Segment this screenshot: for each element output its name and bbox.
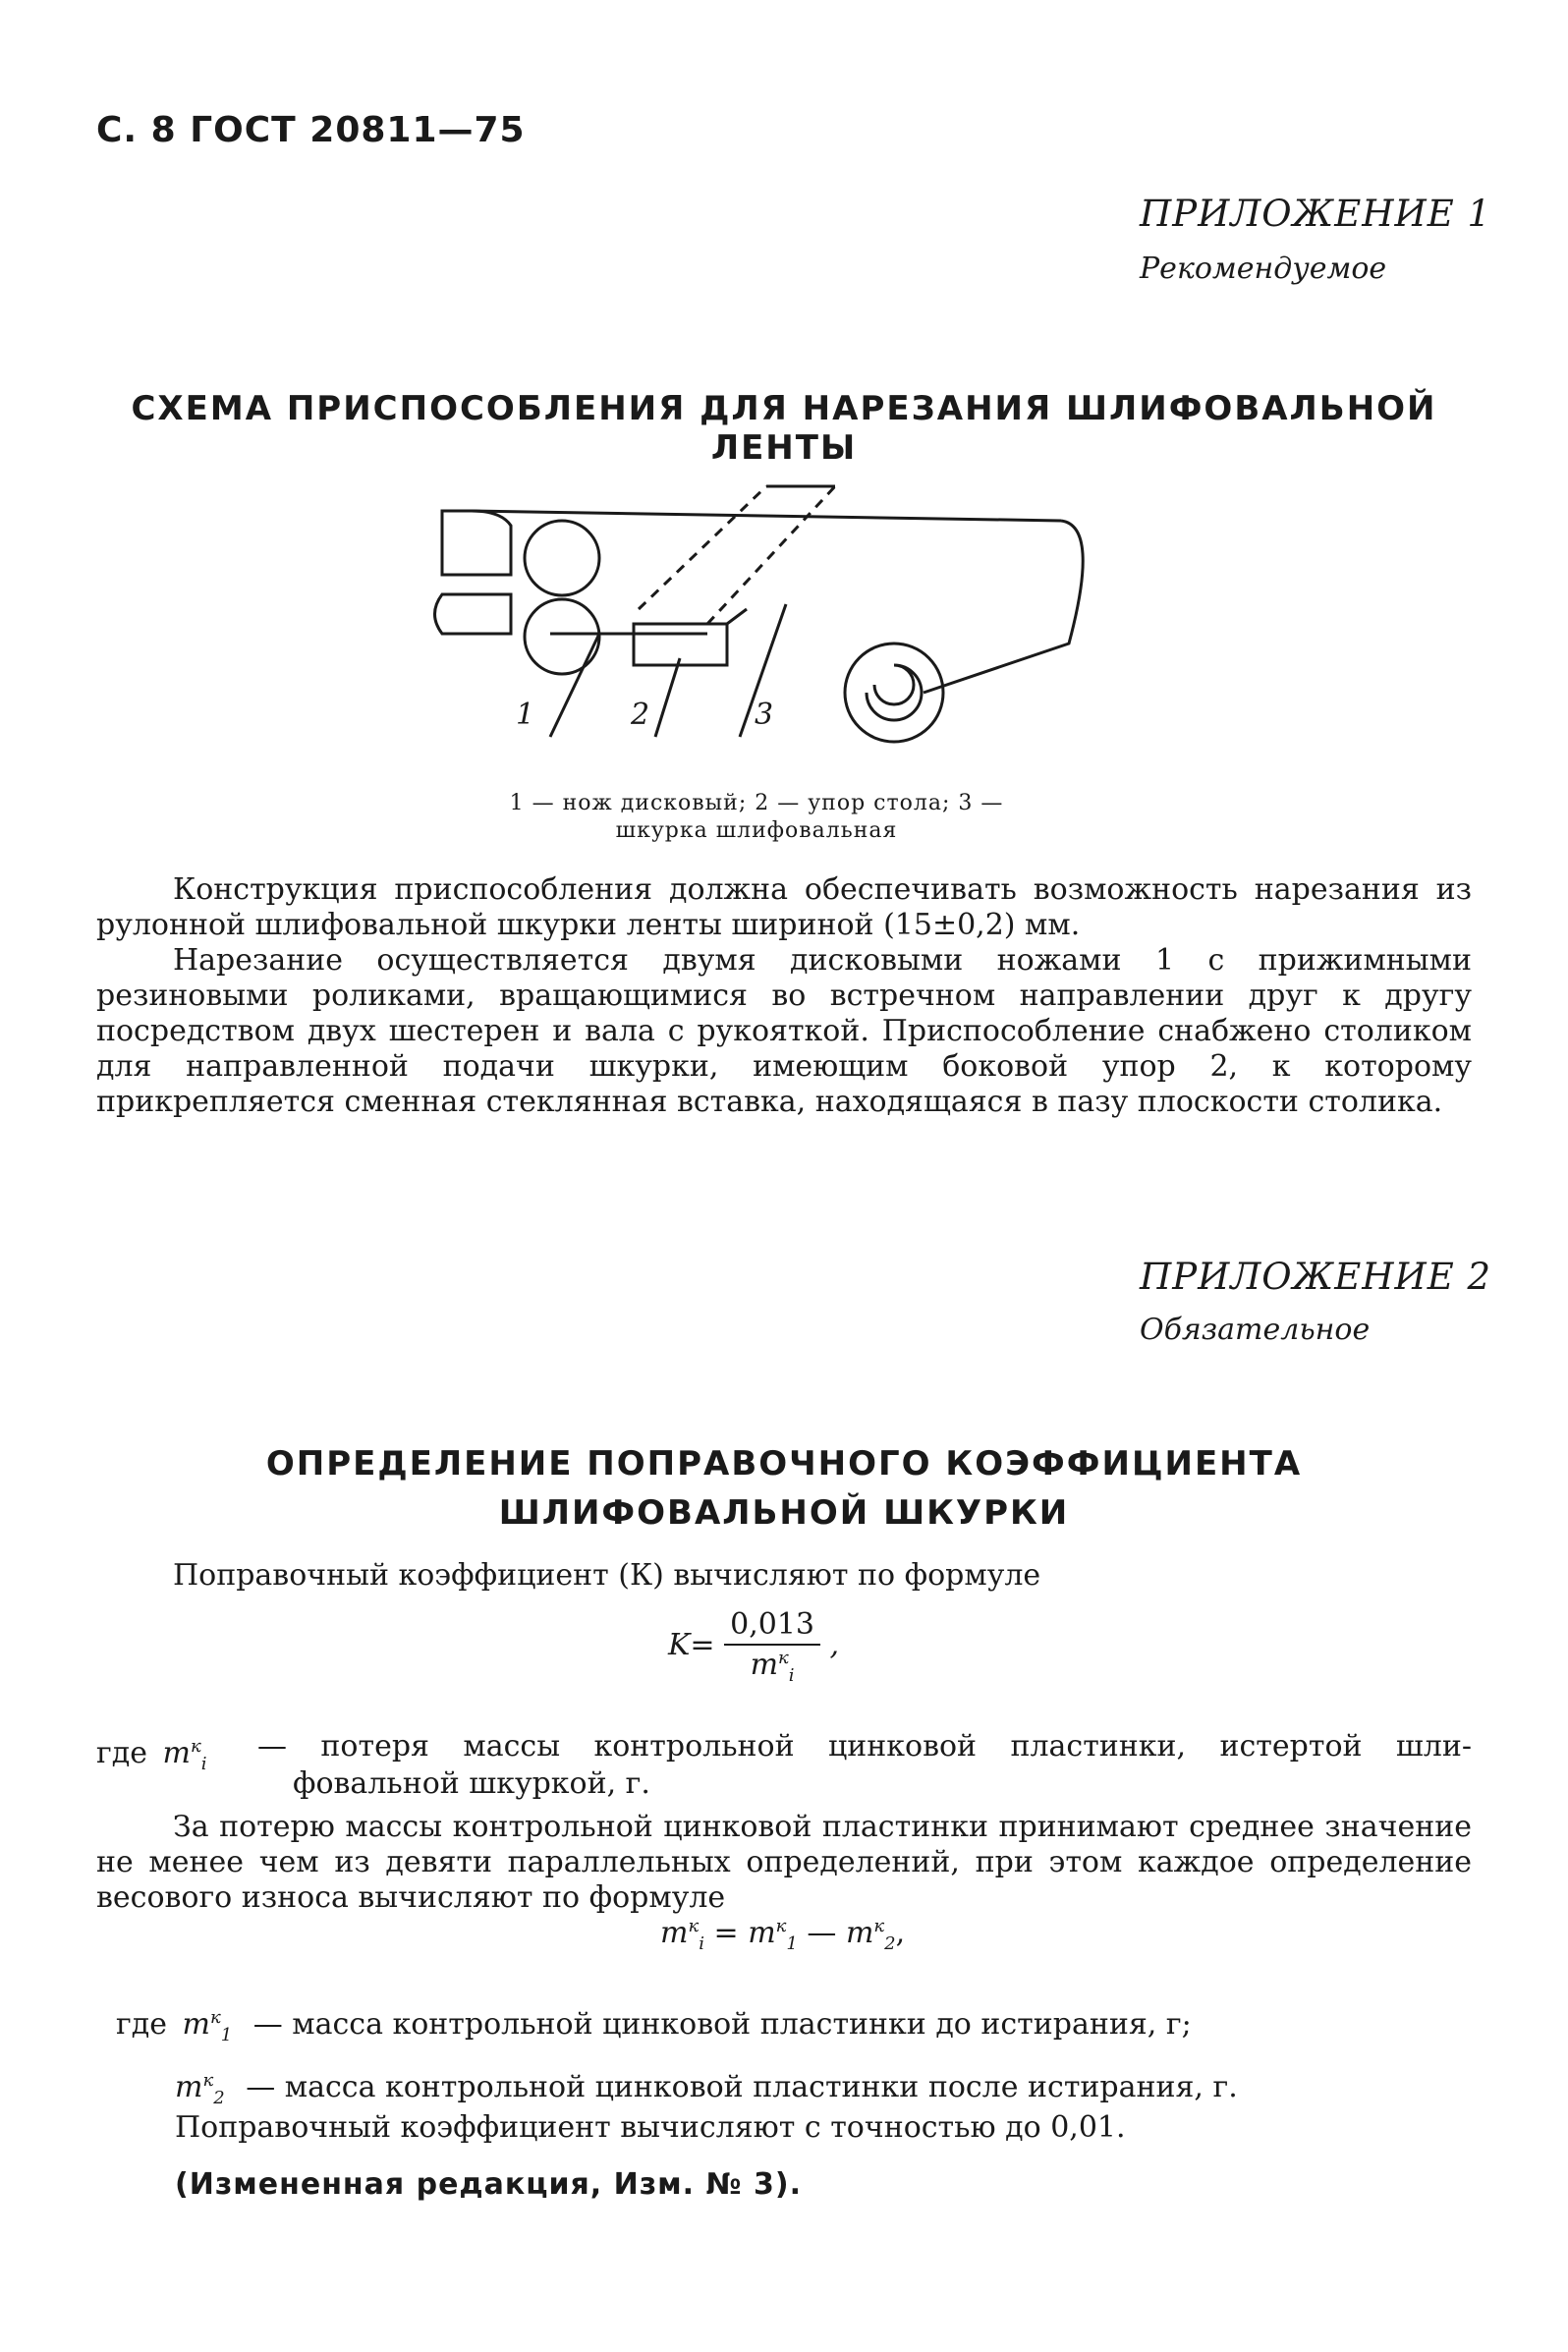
where-2: где $m^к_1$ — масса контрольной цинковой пластинки до истирания, г;	[116, 2007, 1192, 2045]
where-3: $m^к_2$ — масса контрольной цинковой пластинки после истирания, г.	[175, 2070, 1238, 2108]
sanding-belt-outline	[924, 521, 1083, 693]
sandpaper-roll-spiral	[867, 665, 922, 720]
paragraph: За потерю массы контрольной цинковой пластинки принимают среднее значение не менее чем из девяти параллельных определений, при этом каждое определение весового износа вычисляют по формуле	[96, 1810, 1472, 1915]
page-header: С. 8 ГОСТ 20811—75	[96, 110, 526, 150]
upper-guide	[442, 511, 511, 575]
paragraph: Конструкция приспособления должна обеспечивать возможность нарезания из рулонной шлифовальной шкурки ленты шириной (15±0,2) мм.	[96, 872, 1472, 942]
figure-caption-line-2: шкурка шлифовальная	[615, 818, 898, 843]
formula-k-lhs: K=	[668, 1628, 715, 1662]
appendix-2-body	[96, 1810, 1472, 1916]
paragraph: Нарезание осуществляется двумя дисковыми ножами 1 с прижимными резиновыми роликами, вращающимися во встречном направлении друг к другу посредством двух шестерен и вала с рукояткой. Приспособление снабжено столиком для направленной подачи шкурки, имеющим боковой упор 2, к которому прикрепляется сменная стеклянная вставка, находящаяся в пазу плоскости столика.	[96, 943, 1472, 1119]
upper-table-line	[472, 511, 1061, 521]
formula-k	[668, 1607, 839, 1686]
appendix-1-heading: СХЕМА ПРИСПОСОБЛЕНИЯ ДЛЯ НАРЕЗАНИЯ ШЛИФОВАЛЬНОЙ ЛЕНТЫ	[131, 389, 1437, 468]
where-1: где $m^к_i$	[96, 1736, 207, 1774]
appendix-1-body	[96, 872, 1472, 1120]
appendix-1-title: ПРИЛОЖЕНИЕ 1	[1140, 193, 1492, 235]
appendix-2-status: Обязательное	[1140, 1313, 1371, 1347]
appendix-2-heading-line-2: ШЛИФОВАЛЬНОЙ ШКУРКИ	[498, 1493, 1070, 1533]
upper-roller	[525, 521, 599, 595]
formula-k-denominator: $m^к_i$	[750, 1648, 795, 1686]
dashed-edge	[639, 486, 766, 609]
appendix-2-title: ПРИЛОЖЕНИЕ 2	[1140, 1256, 1492, 1298]
leader-2	[655, 658, 680, 737]
lower-guide	[435, 594, 512, 634]
where-1-text-line-2: фовальной шкуркой, г.	[293, 1766, 650, 1801]
accuracy-note: Поправочный коэффициент вычисляют с точностью до 0,01.	[175, 2110, 1126, 2145]
amendment-note: (Измененная редакция, Изм. № 3).	[175, 2167, 803, 2202]
appendix-2-heading-line-1: ОПРЕДЕЛЕНИЕ ПОПРАВОЧНОГО КОЭФФИЦИЕНТА	[265, 1444, 1303, 1484]
figure-caption-line-1: 1 — нож дисковый; 2 — упор стола; 3 —	[509, 791, 1004, 815]
formula-k-tail: ,	[829, 1628, 840, 1662]
formula-k-numerator: 0,013	[724, 1607, 820, 1646]
where-1-text-line-1: — потеря массы контрольной цинковой пластинки, истертой шли-	[257, 1729, 1472, 1764]
formula-intro: Поправочный коэффициент (К) вычисляют по формуле	[173, 1558, 1041, 1593]
formula-k-fraction	[724, 1607, 820, 1686]
figure-label-1: 1	[516, 698, 535, 732]
disc-knife	[525, 599, 599, 674]
stop-edge	[727, 609, 747, 624]
leader-1	[550, 634, 599, 737]
sandpaper-roll-outer	[845, 644, 943, 742]
figure-label-3: 3	[755, 698, 774, 732]
appendix-1-status: Рекомендуемое	[1140, 252, 1387, 286]
dashed-edge	[707, 486, 835, 624]
formula-mass-loss: $m^к_i = m^к_1$ — $m^к_2$,	[660, 1916, 906, 1954]
figure-caption	[295, 790, 1218, 845]
figure-label-2: 2	[631, 698, 650, 732]
